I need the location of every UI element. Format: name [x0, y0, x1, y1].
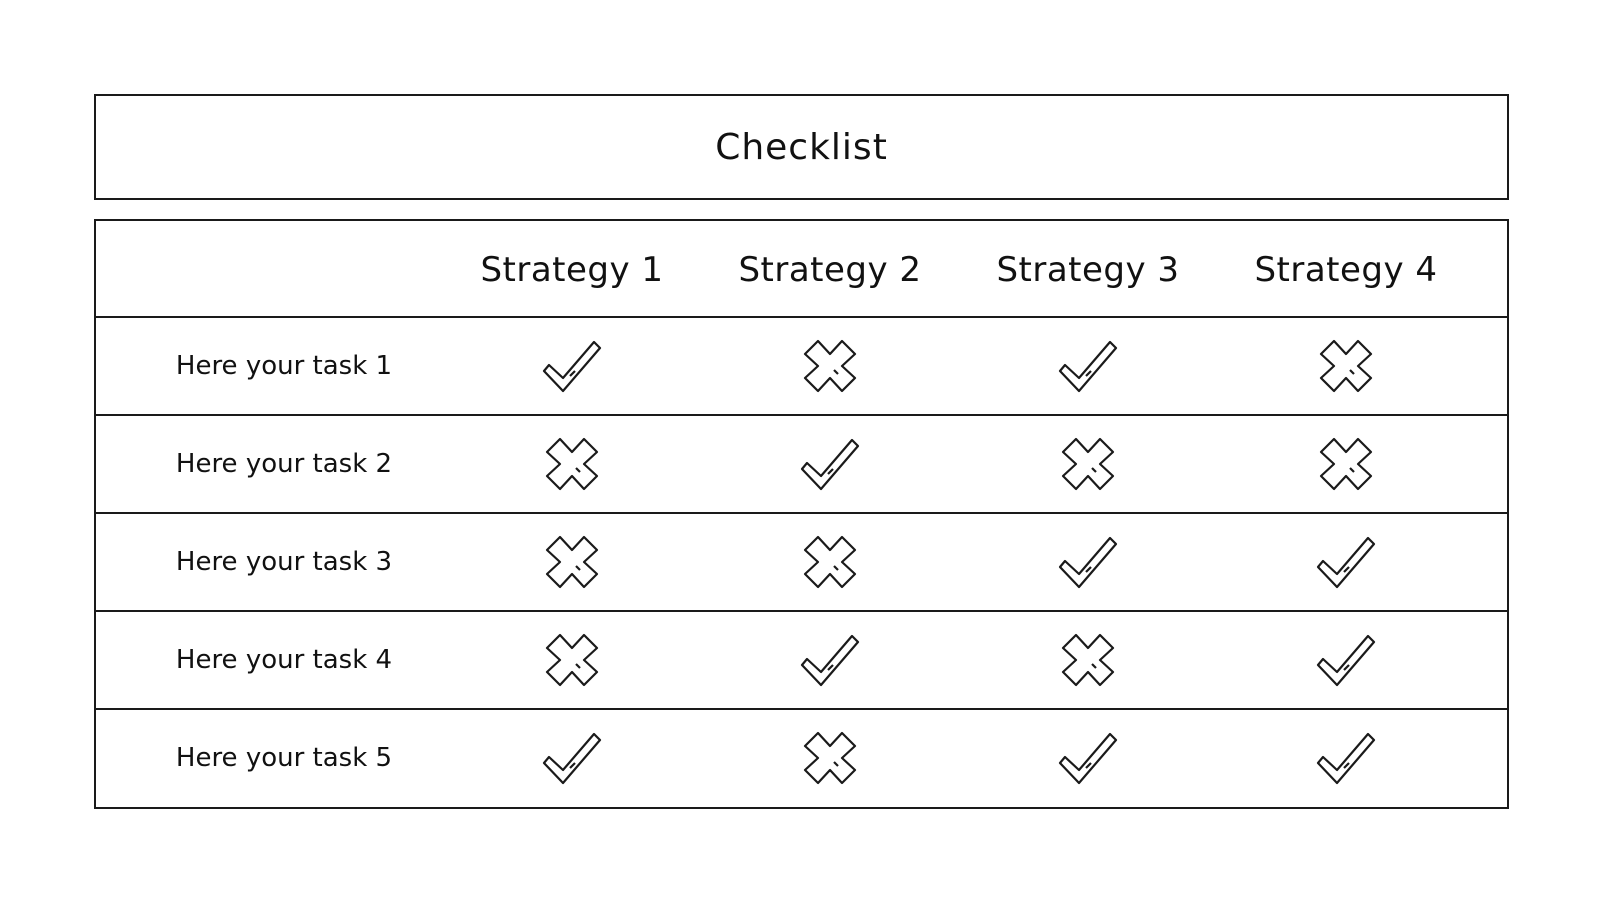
- cross-icon: [540, 532, 604, 592]
- mark-task-1-strategy-3: [1056, 336, 1120, 396]
- mark-task-2-strategy-4: [1314, 434, 1378, 494]
- page-title: Checklist: [715, 126, 888, 168]
- mark-task-5-strategy-3: [1056, 728, 1120, 788]
- table-row: [96, 710, 1507, 806]
- check-icon: [798, 434, 862, 494]
- check-icon: [1314, 630, 1378, 690]
- mark-task-3-strategy-1: [540, 532, 604, 592]
- task-label: Here your task 3: [175, 547, 393, 577]
- cross-icon: [540, 434, 604, 494]
- mark-task-2-strategy-2: [798, 434, 862, 494]
- check-icon: [798, 630, 862, 690]
- mark-task-4-strategy-3: [1056, 630, 1120, 690]
- mark-task-1-strategy-1: [540, 336, 604, 396]
- task-label: Here your task 5: [175, 743, 393, 773]
- check-icon: [1314, 728, 1378, 788]
- check-icon: [1056, 728, 1120, 788]
- mark-task-3-strategy-4: [1314, 532, 1378, 592]
- cross-icon: [1314, 336, 1378, 396]
- mark-task-4-strategy-2: [798, 630, 862, 690]
- check-icon: [1056, 336, 1120, 396]
- mark-task-5-strategy-4: [1314, 728, 1378, 788]
- checklist-title-box: [94, 94, 1509, 200]
- cross-icon: [798, 336, 862, 396]
- check-icon: [540, 728, 604, 788]
- mark-task-3-strategy-3: [1056, 532, 1120, 592]
- check-icon: [1314, 532, 1378, 592]
- mark-task-1-strategy-2: [798, 336, 862, 396]
- cross-icon: [798, 728, 862, 788]
- table-header-row: [96, 221, 1507, 318]
- cross-icon: [540, 630, 604, 690]
- table-row: [96, 612, 1507, 710]
- check-icon: [540, 336, 604, 396]
- table-row: [96, 514, 1507, 612]
- table-row: [96, 318, 1507, 416]
- cross-icon: [1056, 630, 1120, 690]
- column-header-strategy-1: Strategy 1: [480, 249, 664, 290]
- cross-icon: [1056, 434, 1120, 494]
- task-label: Here your task 1: [175, 351, 393, 381]
- check-icon: [1056, 532, 1120, 592]
- column-header-strategy-2: Strategy 2: [738, 249, 922, 290]
- mark-task-2-strategy-1: [540, 434, 604, 494]
- task-label: Here your task 4: [175, 645, 393, 675]
- mark-task-2-strategy-3: [1056, 434, 1120, 494]
- mark-task-5-strategy-1: [540, 728, 604, 788]
- column-header-strategy-3: Strategy 3: [996, 249, 1180, 290]
- mark-task-1-strategy-4: [1314, 336, 1378, 396]
- mark-task-4-strategy-4: [1314, 630, 1378, 690]
- checklist-table: [94, 219, 1509, 809]
- table-row: [96, 416, 1507, 514]
- mark-task-5-strategy-2: [798, 728, 862, 788]
- task-label: Here your task 2: [175, 449, 393, 479]
- cross-icon: [1314, 434, 1378, 494]
- mark-task-3-strategy-2: [798, 532, 862, 592]
- cross-icon: [798, 532, 862, 592]
- column-header-strategy-4: Strategy 4: [1254, 249, 1438, 290]
- mark-task-4-strategy-1: [540, 630, 604, 690]
